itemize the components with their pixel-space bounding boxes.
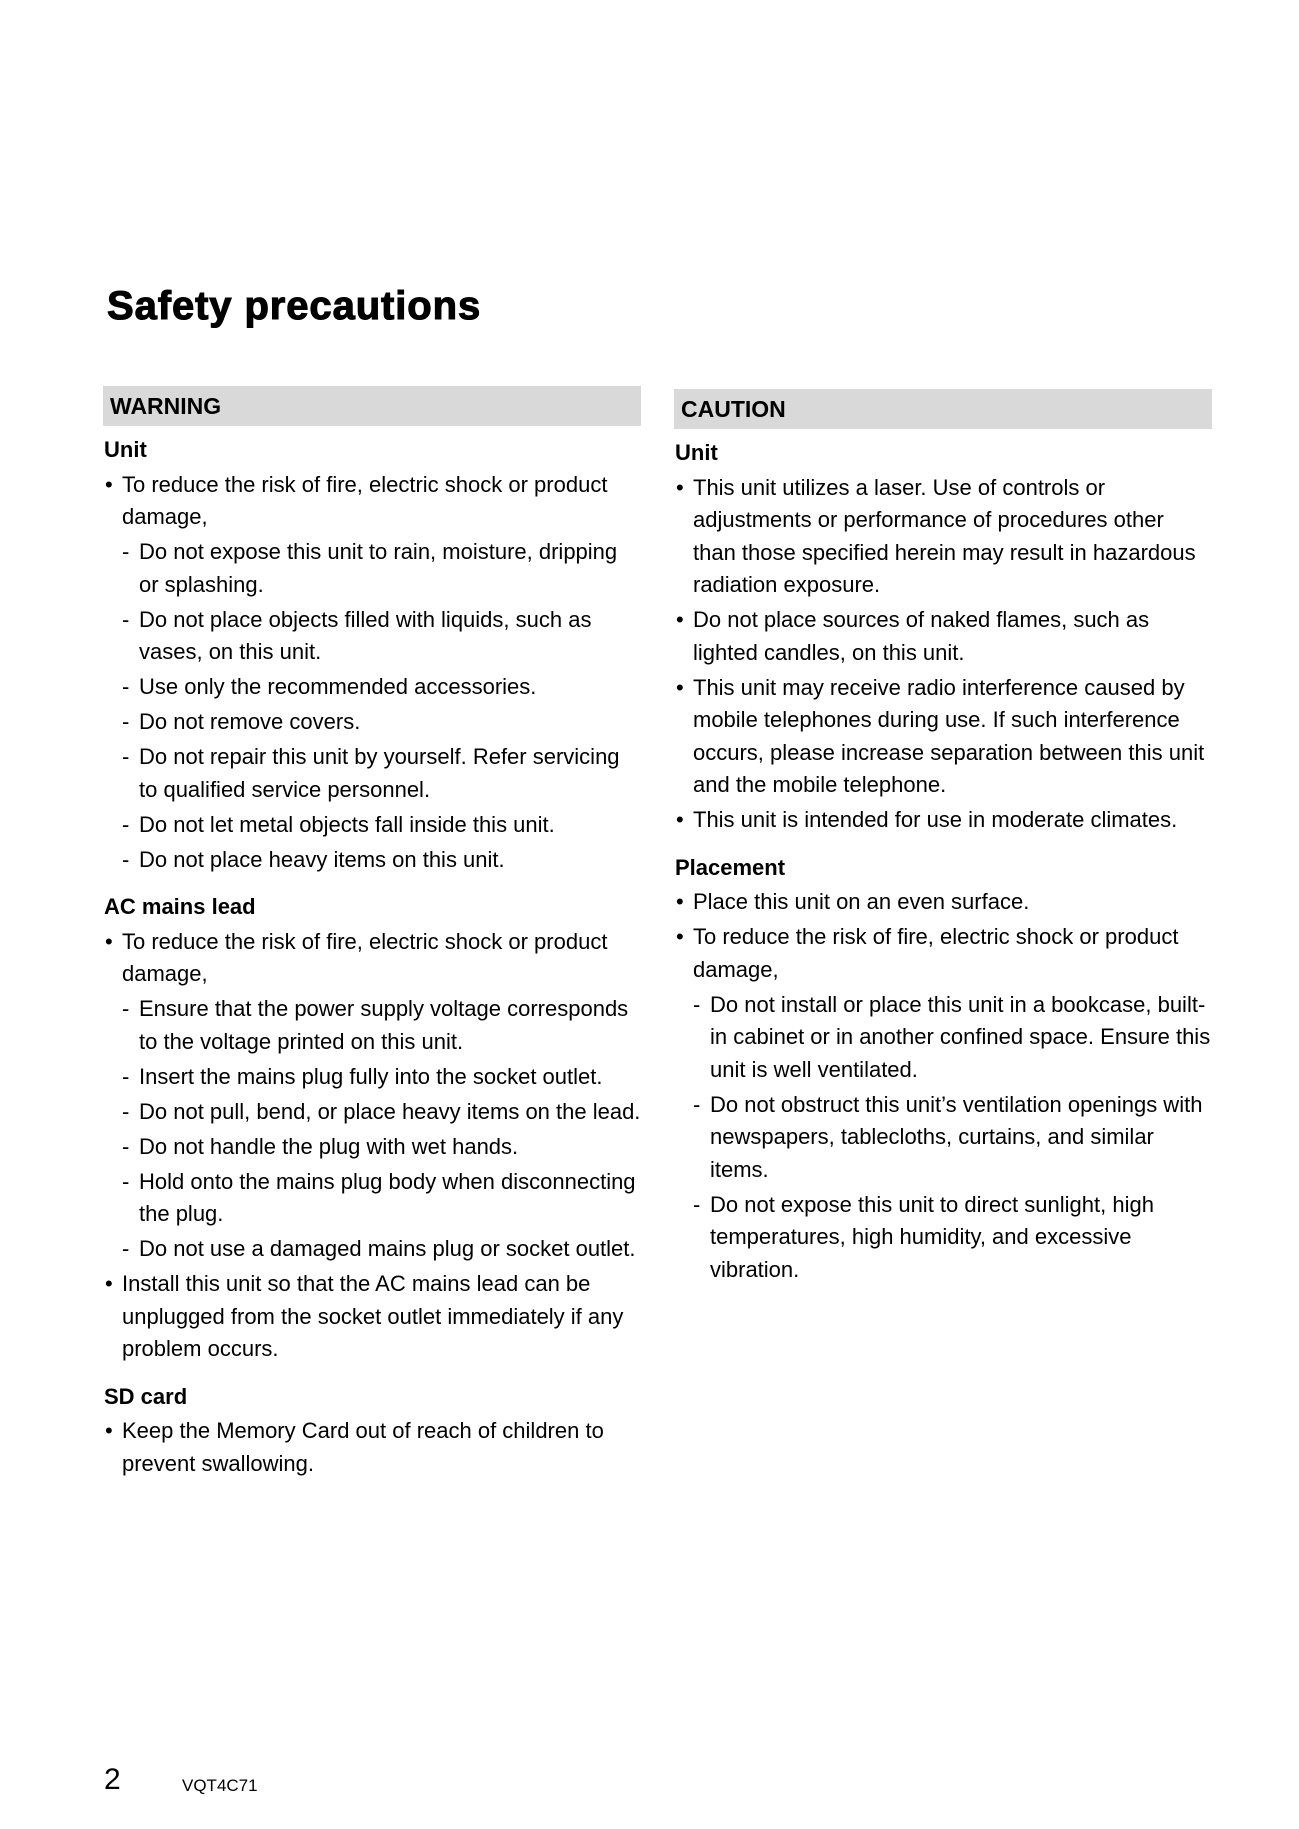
bullet-icon: • [105,1418,113,1443]
bullet-icon: • [676,674,684,700]
dash-icon: - [122,1133,130,1159]
dash-item [122,844,641,877]
dash-item [693,1089,1212,1187]
caution-sections [674,437,1212,1286]
bullet-text: To reduce the risk of fire, electric shock or product damage, [122,928,608,986]
bullet-text: This unit is intended for use in moderate climates. [693,807,1178,832]
bullet-text: Install this unit so that the AC mains lead can be unplugged from the socket outlet immediately if any problem occurs. [122,1271,624,1361]
section [674,852,1212,1287]
dash-text: Hold onto the mains plug body when disconnecting the plug. [139,1168,636,1226]
dash-text: Do not let metal objects fall inside this unit. [139,811,555,837]
dash-list [122,536,641,876]
section-heading: SD card [104,1383,188,1409]
dash-text: Do not place heavy items on this unit. [139,846,505,872]
dash-text: Do not use a damaged mains plug or socket outlet. [139,1236,636,1261]
document-code: VQT4C71 [182,1776,258,1795]
warning-band: WARNING [103,386,641,426]
dash-text: Do not install or place this unit in a bookcase, built-in cabinet or in another confined space. Ensure this unit is well ventilated. [710,991,1211,1082]
bullet-item [674,886,1212,919]
section-heading: AC mains lead [104,894,256,919]
dash-item [122,536,641,601]
bullet-icon: • [105,928,113,954]
bullet-list [674,886,1212,1286]
dash-icon: - [122,811,130,837]
bullet-list [674,472,1212,837]
dash-text: Do not place objects filled with liquids, such as vases, on this unit. [139,606,592,664]
bullet-icon: • [676,924,684,949]
dash-item [122,1166,641,1231]
section-heading: Unit [675,440,718,465]
dash-item [693,1189,1212,1287]
bullet-item [674,604,1212,669]
dash-icon: - [122,709,130,734]
dash-item [122,706,641,739]
dash-text: Do not handle the plug with wet hands. [139,1133,519,1159]
bullet-item [103,926,641,1266]
dash-item [693,989,1212,1087]
bullet-icon: • [676,807,684,832]
dash-icon: - [122,996,130,1021]
dash-icon: - [122,606,130,632]
section-heading: Unit [104,437,147,462]
dash-icon: - [122,1236,130,1261]
warning-column [103,386,641,1480]
dash-icon: - [122,744,130,769]
bullet-text: Place this unit on an even surface. [693,889,1030,914]
dash-item [122,1061,641,1094]
dash-icon: - [122,1063,130,1089]
bullet-icon: • [105,1271,113,1296]
dash-item [122,604,641,669]
section [674,437,1212,837]
dash-text: Insert the mains plug fully into the socket outlet. [139,1063,603,1089]
dash-item [122,1131,641,1164]
bullet-item [674,921,1212,1286]
dash-list [693,989,1212,1287]
dash-icon: - [122,1168,130,1194]
dash-icon: - [693,1191,701,1217]
bullet-text: This unit utilizes a laser. Use of controls or adjustments or performance of procedures other than those specified herein may result in hazardous radiation exposure. [693,474,1196,597]
page-number: 2 [104,1763,121,1796]
bullet-item [103,1268,641,1366]
bullet-icon: • [676,889,684,914]
dash-text: Ensure that the power supply voltage corresponds to the voltage printed on this unit. [139,996,629,1054]
bullet-list [103,926,641,1366]
dash-text: Do not obstruct this unit’s ventilation openings with newspapers, tablecloths, curtains, and similar items. [710,1091,1203,1182]
bullet-text: To reduce the risk of fire, electric shock or product damage, [122,471,608,529]
bullet-text: Keep the Memory Card out of reach of children to prevent swallowing. [122,1418,604,1476]
bullet-item [103,1415,641,1480]
dash-text: Use only the recommended accessories. [139,674,537,699]
dash-item [122,1096,641,1129]
dash-text: Do not repair this unit by yourself. Refer servicing to qualified service personnel. [139,744,620,802]
dash-text: Do not expose this unit to rain, moisture, dripping or splashing. [139,539,618,597]
dash-list [122,993,641,1266]
dash-text: Do not expose this unit to direct sunlight, high temperatures, high humidity, and excessive vibration. [710,1191,1154,1282]
dash-icon: - [693,991,701,1017]
bullet-item [674,672,1212,802]
dash-item [122,809,641,842]
bullet-icon: • [676,474,684,500]
page-title: Safety precautions [107,284,482,328]
bullet-item [103,469,641,877]
bullet-list [103,469,641,877]
section [103,434,641,876]
dash-icon: - [122,846,130,872]
dash-icon: - [693,1091,701,1117]
dash-icon: - [122,674,130,699]
bullet-item [674,472,1212,602]
warning-sections [103,434,641,1480]
dash-text: Do not pull, bend, or place heavy items on the lead. [139,1098,641,1124]
dash-item [122,1233,641,1266]
bullet-item [674,804,1212,837]
section [103,891,641,1366]
dash-icon: - [122,1098,130,1124]
dash-text: Do not remove covers. [139,709,361,734]
bullet-text: To reduce the risk of fire, electric shock or product damage, [693,924,1179,982]
caution-band: CAUTION [674,389,1212,429]
caution-column [674,389,1212,1286]
dash-icon: - [122,539,130,564]
bullet-icon: • [105,471,113,497]
bullet-icon: • [676,607,684,632]
section [103,1381,641,1481]
dash-item [122,741,641,806]
bullet-text: Do not place sources of naked flames, such as lighted candles, on this unit. [693,607,1150,665]
section-heading: Placement [675,854,786,880]
bullet-list [103,1415,641,1480]
bullet-text: This unit may receive radio interference caused by mobile telephones during use. If such interference occurs, please increase separation between this unit and the mobile telephone. [693,674,1205,797]
dash-item [122,671,641,704]
dash-item [122,993,641,1058]
